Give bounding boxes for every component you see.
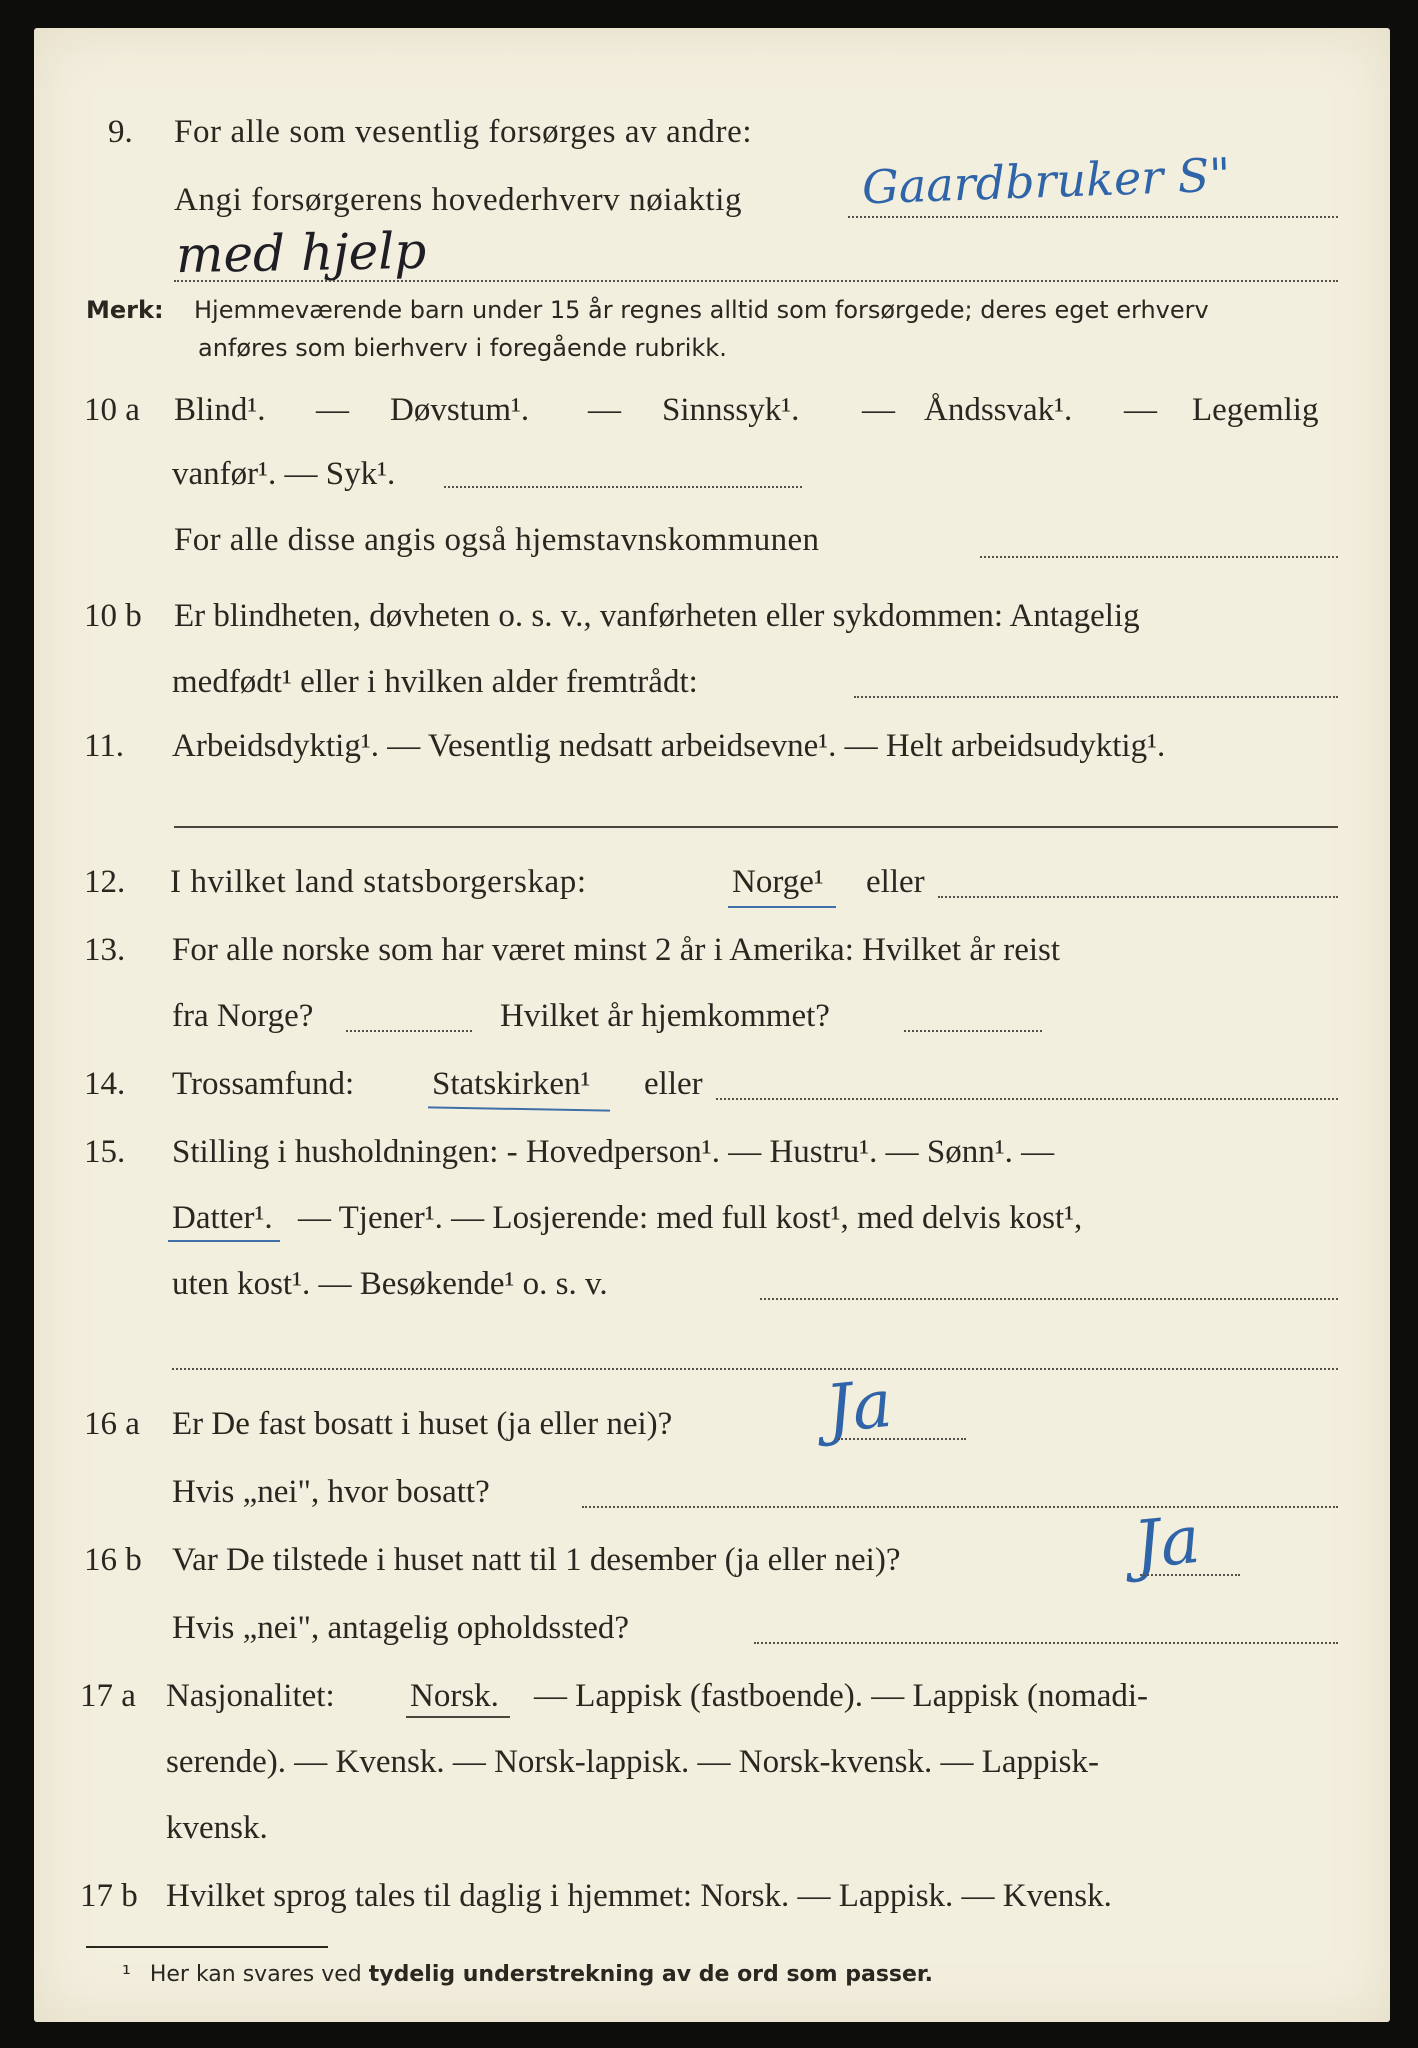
q10a-number: 10 a	[84, 392, 140, 428]
q17a-norsk: Norsk.	[410, 1678, 499, 1714]
q9-answer-line2	[174, 280, 1338, 282]
q10b-answer-line	[854, 696, 1338, 698]
q10b-line1: Er blindheten, døvheten o. s. v., vanførheten eller sykdommen: Antagelig	[174, 598, 1140, 634]
footnote	[122, 1962, 933, 1987]
q11-answer-line	[174, 826, 1338, 828]
q16b-line2: Hvis „nei", antagelig opholdssted?	[172, 1610, 630, 1646]
q17a-line2: serende). — Kvensk. — Norsk-lappisk. — Norsk-kvensk. — Lappisk-	[166, 1744, 1100, 1780]
scan-border	[0, 0, 1418, 28]
merk-label: Merk:	[86, 296, 164, 324]
footnote-mark: ¹	[122, 1962, 131, 1987]
q12-norge: Norge¹	[732, 864, 824, 900]
q10a-dash2: —	[588, 392, 621, 428]
q10a-line3: For alle disse angis også hjemstavnskommunen	[174, 522, 820, 558]
q10a-hjemstavn-line	[980, 556, 1338, 558]
q17a-number: 17 a	[80, 1678, 136, 1714]
q13-line2a: fra Norge?	[172, 998, 314, 1034]
merk-line1: Hjemmeværende barn under 15 år regnes alltid som forsørgede; deres eget erhverv	[194, 296, 1209, 324]
footnote-rule	[86, 1946, 328, 1948]
q13-reist-line	[346, 1030, 472, 1032]
q10b-line2: medfødt¹ eller i hvilken alder fremtrådt:	[172, 664, 698, 700]
q10a-dovstum: Døvstum¹.	[390, 392, 530, 428]
q13-line1: For alle norske som har været minst 2 år i Amerika: Hvilket år reist	[172, 932, 1061, 968]
q11-line1: Arbeidsdyktig¹. — Vesentlig nedsatt arbeidsevne¹. — Helt arbeidsudyktig¹.	[172, 728, 1166, 764]
q13-number: 13.	[84, 932, 126, 968]
q12-eller: eller	[866, 864, 925, 900]
q15-number: 15.	[84, 1134, 126, 1170]
q14-eller: eller	[644, 1066, 703, 1102]
q17a-norsk-underline	[406, 1716, 510, 1718]
q12-text: I hvilket land statsborgerskap:	[170, 864, 587, 900]
q16b-number: 16 b	[84, 1542, 142, 1578]
q12-number: 12.	[84, 864, 126, 900]
q15-answer-line2	[172, 1368, 1338, 1370]
q11-number: 11.	[84, 728, 125, 764]
q10a-dash4: —	[1124, 392, 1157, 428]
q9-handwritten-answer2: med hjelp	[175, 221, 427, 285]
q16a-number: 16 a	[84, 1406, 140, 1442]
footnote-text-bold: tydelig understrekning av de ord som passer.	[368, 1962, 934, 1987]
q17b-number: 17 b	[80, 1878, 138, 1914]
q9-number: 9.	[108, 114, 133, 150]
q15-datter-underline	[168, 1240, 280, 1242]
q13-hjemkommet-line	[904, 1030, 1042, 1032]
q17b-line1: Hvilket sprog tales til daglig i hjemmet: Norsk. — Lappisk. — Kvensk.	[166, 1878, 1112, 1914]
q10a-dash3: —	[862, 392, 895, 428]
q17a-label: Nasjonalitet:	[166, 1678, 335, 1714]
q17a-line3: kvensk.	[166, 1810, 268, 1846]
q16a-handwritten-answer: Ja	[822, 1364, 896, 1449]
q16a-answer-line	[838, 1438, 966, 1440]
q9-answer-line1	[848, 216, 1338, 218]
q16b-answer-line	[1140, 1574, 1240, 1576]
footnote-text: Her kan svares ved	[149, 1962, 362, 1987]
q12-norge-underline	[728, 906, 836, 908]
q9-handwritten-answer1: Gaardbruker S"	[861, 147, 1232, 215]
q10a-line2: vanfør¹. — Syk¹.	[172, 456, 396, 492]
q12-answer-line	[938, 896, 1338, 898]
q16a-bosatt-line	[582, 1506, 1338, 1508]
q16a-line1: Er De fast bosatt i huset (ja eller nei)?	[172, 1406, 673, 1442]
q14-answer-line	[716, 1098, 1338, 1100]
q17a-line1c: — Lappisk (fastboende). — Lappisk (nomadi-	[534, 1678, 1149, 1714]
q16b-opholdssted-line	[754, 1642, 1338, 1644]
q10b-number: 10 b	[84, 598, 142, 634]
q10a-andssvak: Åndssvak¹.	[924, 392, 1073, 428]
q16b-handwritten-answer: Ja	[1130, 1500, 1204, 1585]
q9-line1: For alle som vesentlig forsørges av andre:	[174, 114, 753, 150]
merk-line2: anføres som bierhverv i foregående rubrikk.	[198, 334, 727, 362]
q10a-answer-line	[444, 486, 802, 488]
q15-datter: Datter¹.	[172, 1200, 273, 1236]
q15-line2b: — Tjener¹. — Losjerende: med full kost¹, med delvis kost¹,	[298, 1200, 1083, 1236]
q16b-line1: Var De tilstede i huset natt til 1 desember (ja eller nei)?	[172, 1542, 901, 1578]
q14-label: Trossamfund:	[172, 1066, 355, 1102]
q15-line3: uten kost¹. — Besøkende¹ o. s. v.	[172, 1266, 608, 1302]
q10a-sinnssyk: Sinnssyk¹.	[662, 392, 800, 428]
q15-answer-line	[760, 1298, 1338, 1300]
q10a-blind: Blind¹.	[174, 392, 266, 428]
q15-line1: Stilling i husholdningen: - Hovedperson¹. — Hustru¹. — Sønn¹. —	[172, 1134, 1055, 1170]
q14-statskirken: Statskirken¹	[432, 1066, 591, 1102]
q10a-dash1: —	[316, 392, 349, 428]
q16a-line2: Hvis „nei", hvor bosatt?	[172, 1474, 490, 1510]
q9-line2: Angi forsørgerens hovederhverv nøiaktig	[174, 182, 743, 218]
q14-number: 14.	[84, 1066, 126, 1102]
q10a-legemlig: Legemlig	[1192, 392, 1319, 428]
q13-line2b: Hvilket år hjemkommet?	[500, 998, 830, 1034]
